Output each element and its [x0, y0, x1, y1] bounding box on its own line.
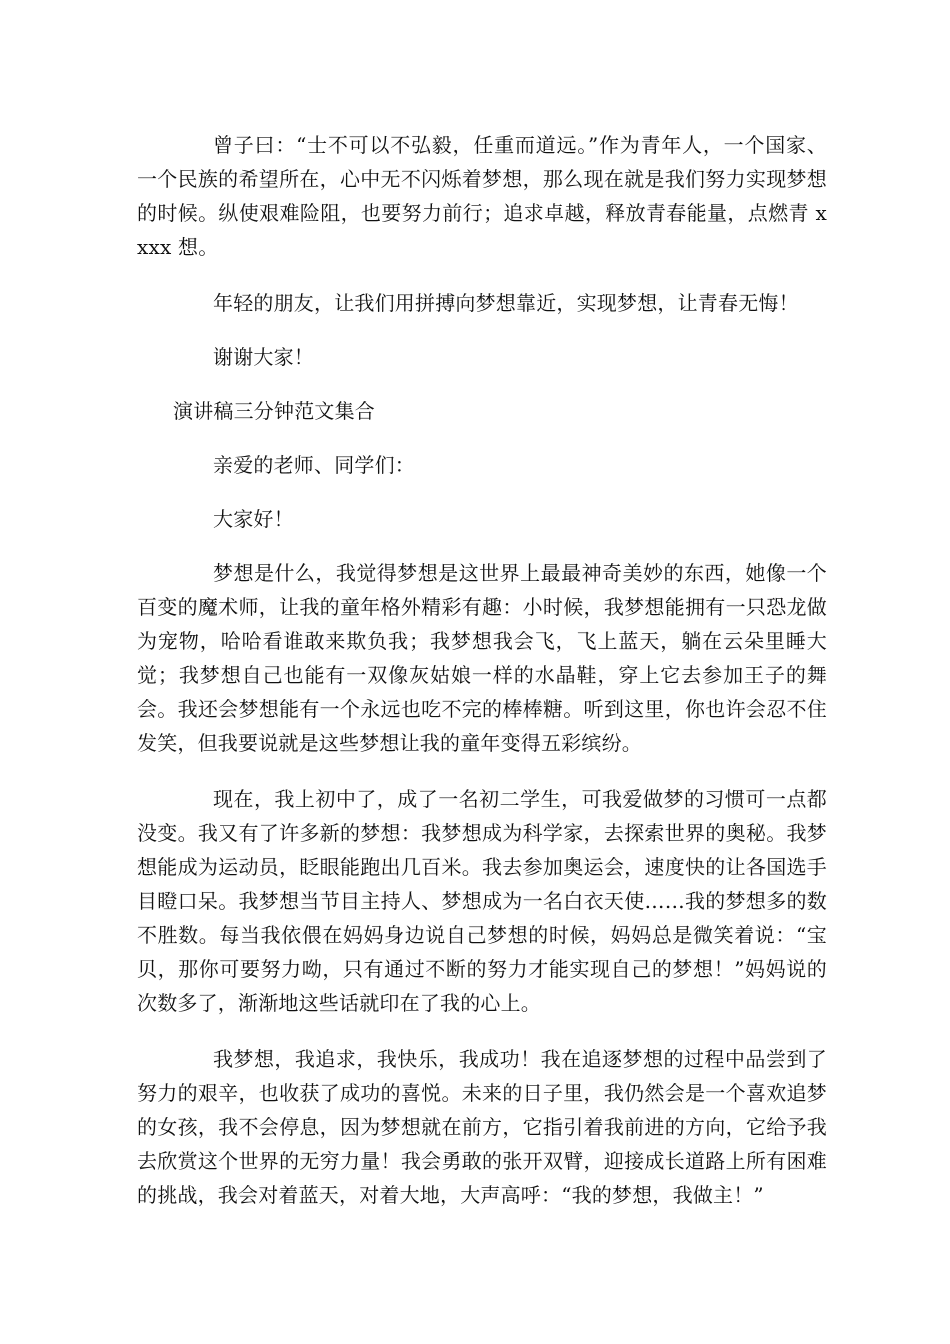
paragraph-what-is-dream: 梦想是什么，我觉得梦想是这世界上最最神奇美妙的东西，她像一个百变的魔术师，让我的童年格外精彩有趣：小时候，我梦想能拥有一只恐龙做为宠物，哈哈看谁敢来欺负我；我梦想我会飞，飞上蓝天，躺在云朵里睡大觉；我梦想自己也能有一双像灰姑娘一样的水晶鞋，穿上它去参加王子的舞会。我还会梦想能有一个永远也吃不完的棒棒糖。听到这里，你也许会忍不住发笑，但我要说就是这些梦想让我的童年变得五彩缤纷。 — [137, 561, 827, 755]
paragraph-thanks: 谢谢大家！ — [213, 345, 314, 369]
greeting-hello: 大家好！ — [213, 507, 294, 531]
paragraph-zengzi-quote: 曾子曰：“士不可以不弘毅，任重而道远。”作为青年人，一个国家、一个民族的希望所在，心中无不闪烁着梦想，那么现在就是我们努力实现梦想的时候。纵使艰难险阻，也要努力前行；追求卓越，释放青春能量，点燃青 xxxx 想。 — [137, 133, 827, 259]
document-body — [137, 128, 827, 1234]
salutation: 亲爱的老师、同学们： — [213, 453, 415, 477]
paragraph-pursue-dream: 我梦想，我追求，我快乐，我成功！我在追逐梦想的过程中品尝到了努力的艰辛，也收获了成功的喜悦。未来的日子里，我仍然会是一个喜欢追梦的女孩，我不会停息，因为梦想就在前方，它指引着我前进的方向，它给予我去欣赏这个世界的无穷力量！我会勇敢的张开双臂，迎接成长道路上所有困难的挑战，我会对着蓝天，对着大地，大声高呼：“我的梦想，我做主！” — [137, 1047, 827, 1207]
paragraph-closing-call: 年轻的朋友，让我们用拼搏向梦想靠近，实现梦想，让青春无悔！ — [213, 291, 799, 315]
section-title: 演讲稿三分钟范文集合 — [173, 399, 375, 423]
paragraph-middle-school-dreams: 现在，我上初中了，成了一名初二学生，可我爱做梦的习惯可一点都没变。我又有了许多新的梦想：我梦想成为科学家，去探索世界的奥秘。我梦想能成为运动员，眨眼能跑出几百米。我去参加奥运会，速度快的让各国选手目瞪口呆。我梦想当节目主持人、梦想成为一名白衣天使……我的梦想多的数不胜数。每当我依偎在妈妈身边说自己梦想的时候，妈妈总是微笑着说：“宝贝，那你可要努力呦，只有通过不断的努力才能实现自己的梦想！”妈妈说的次数多了，渐渐地这些话就印在了我的心上。 — [137, 787, 827, 1015]
